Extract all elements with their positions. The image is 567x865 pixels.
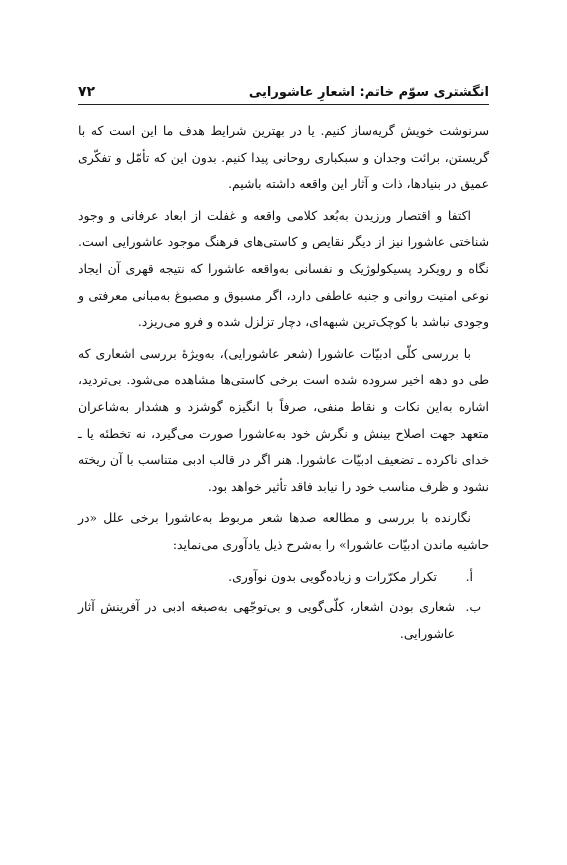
- paragraph-4: نگارنده با بررسی و مطالعه صدها شعر مربوط به‌عاشورا برخی علل «در حاشیه ماندن ادبیّات عاشورا» را به‌شرح ذیل یادآوری می‌نماید:: [78, 510, 489, 552]
- list-item-text: تکرار مکرّرات و زیاده‌گویی بدون نوآوری.: [228, 568, 437, 584]
- page-header: [78, 70, 489, 105]
- list-item-text: شعاری بودن اشعار، کلّی‌گویی و بی‌توجّهی به‌صبغه ادبی در آفرینش آثار عاشورایی.: [78, 599, 455, 641]
- paragraph-3: با بررسی کلّی ادبیّات عاشورا (شعر عاشورایی)، به‌ویژهٔ بررسی اشعاری که طی دو دهه اخیر سروده شده است برخی کاستی‌ها مشاهده می‌شود. بی‌تردید، اشاره به‌این نکات و نقاط منفی، صرفاً با انگیزه گوشزد و هشدار به‌شاعران متعهد جهت اصلاح بینش و نگرش خود به‌عاشورا صورت می‌گیرد، نه تخطئه یا ـ خدای ناکرده ـ تضعیف ادبیّات عاشورا. هنر اگر در قالب ادبی متناسب با آن ریخته نشود و ظرف مناسب خود را نیابد فاقد تأثیر خواهد بود.: [78, 345, 489, 494]
- paragraph-2: اکتفا و اقتصار ورزیدن به‌بُعد کلامی واقعه و غفلت از ابعاد عرفانی و وجود شناختی عاشورا نیز از دیگر نقایص و کاستی‌های فرهنگ موجود عاشورایی است. نگاه و رویکرد پسیکولوژیک و نفسانی به‌واقعه عاشورا که نتیجه قهری آن ایجاد نوعی امنیت روانی و جنبه عاطفی دارد، اگر مسبوق و مصبوغ به‌مبانی معرفتی و وجودی نباشد با کوچک‌ترین شبهه‌ای، دچار تزلزل شده و فرو می‌ریزد.: [78, 207, 489, 330]
- list-marker: أ.: [465, 568, 473, 584]
- paragraph-1: سرنوشت خویش گریه‌ساز کنیم. یا در بهترین شرایط هدف ما این است که با گریستن، برائت وجدان و سبکباری روحانی پیدا کنیم. بدون این که تأمّل و تفکّری عمیق در بنیادها، ذات و آثار این واقعه داشته باشیم.: [78, 123, 489, 192]
- list-item: [78, 594, 489, 647]
- list-marker: ب.: [465, 599, 481, 615]
- page-number: ۷۲: [78, 84, 96, 100]
- body-text: [78, 118, 489, 651]
- list-item: [78, 564, 489, 591]
- causes-list: [78, 564, 489, 648]
- running-title: انگشتری سوّم خاتم: اشعارِ عاشورایی: [248, 85, 489, 100]
